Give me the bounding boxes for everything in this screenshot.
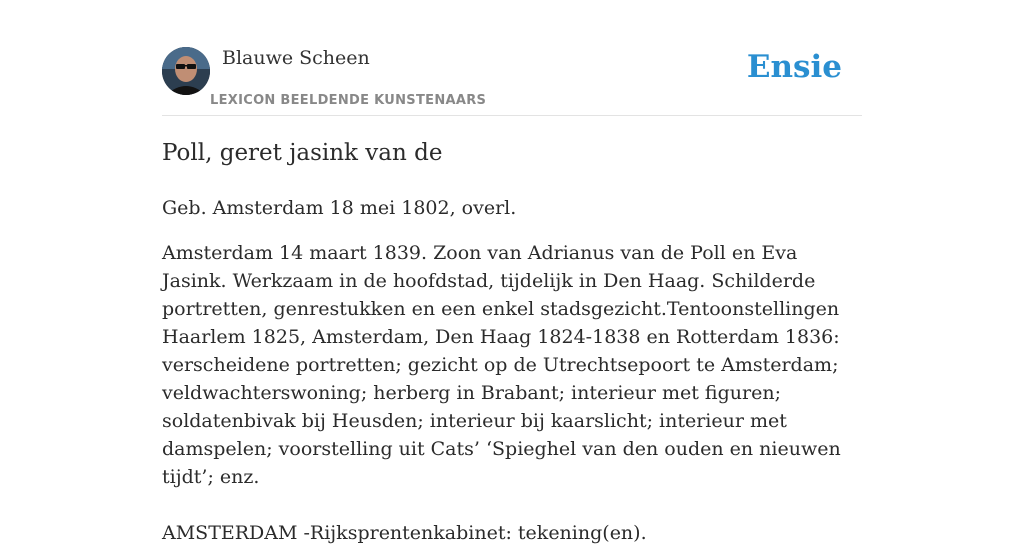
author-name[interactable]: Blauwe Scheen <box>222 47 370 69</box>
page-header <box>162 46 862 116</box>
brand-logo[interactable]: Ensie <box>746 49 842 85</box>
avatar[interactable] <box>162 47 210 95</box>
entry-body: Amsterdam 14 maart 1839. Zoon van Adrianus van de Poll en Eva Jasink. Werkzaam in de hoofdstad, tijdelijk in Den Haag. Schilderde portretten, genrestukken en een enkel stadsgezicht.Tentoonstellingen Haarlem 1825, Amsterdam, Den Haag 1824-1838 en Rotterdam 1836: verscheidene portretten; gezicht op de Utrechtsepoort te Amsterdam; veldwachterswoning; herberg in Brabant; interieur met figuren; soldatenbivak bij Heusden; interieur bij kaarslicht; interieur met damspelen; voorstelling uit Cats’ ‘Spieghel van den ouden en nieuwen tijdt’; enz. AMSTERDAM -Rijksprentenkabinet: tekening(en). <box>162 242 841 544</box>
entry-lead: Geb. Amsterdam 18 mei 1802, overl. <box>162 197 517 219</box>
collection-label[interactable]: LEXICON BEELDENDE KUNSTENAARS <box>210 93 487 108</box>
entry-title: Poll, geret jasink van de <box>162 140 443 166</box>
header-divider <box>162 115 862 116</box>
